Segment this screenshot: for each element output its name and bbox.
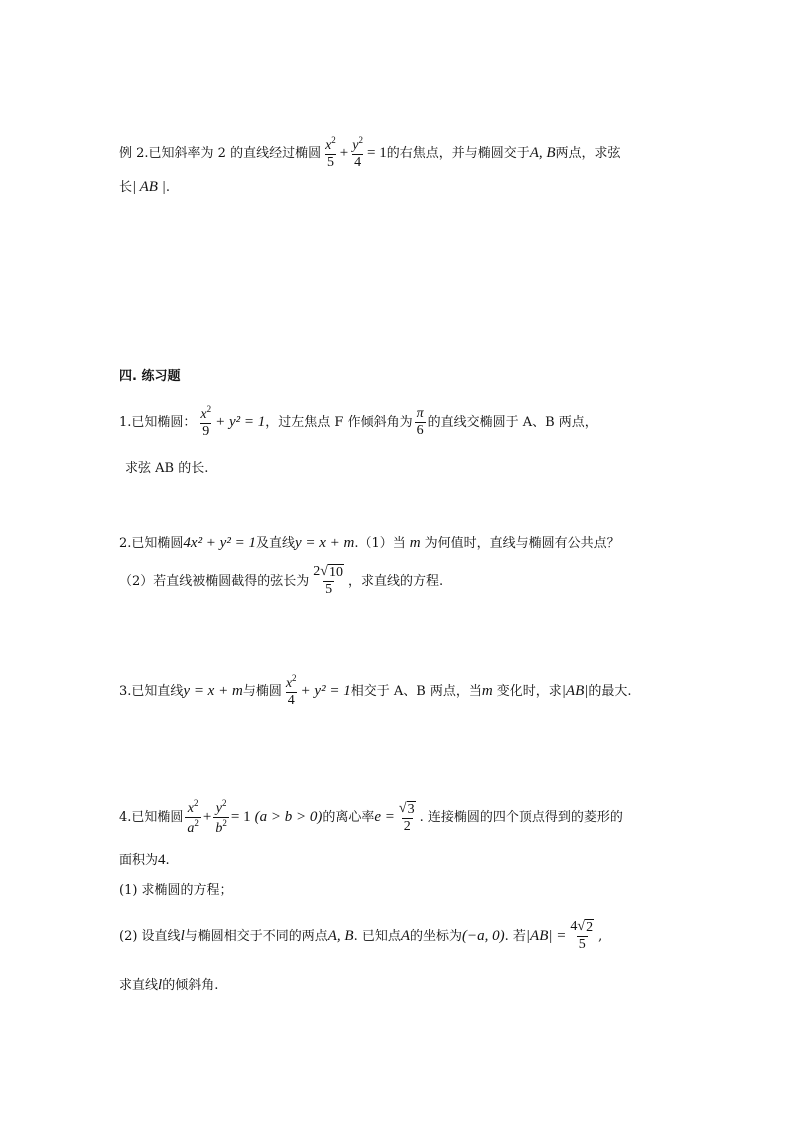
text: 2.已知椭圆 [119,536,184,551]
text: (2) 设直线 [119,928,181,944]
text: 变化时，求 [496,683,562,699]
problem4-line1: 4.已知椭圆 $\frac{x^2}{a^2}$ + $\frac{y^2}{b^2}$ = 1 (a > b > 0) 的离心率 e = √ 3 2 . 连接椭圆的四个顶点得到的菱形的 [119,798,623,837]
text: 的倾斜角. [162,978,219,993]
text: . 已知点 [353,928,401,944]
text: 求直线 [119,978,159,993]
text: 长 [119,180,133,195]
text: . [165,180,170,195]
text: 面积为 [119,853,159,868]
problem2-line2 [119,564,443,598]
points-ab: A, B [529,144,556,161]
text: 相交于 A、B 两点，当 [350,683,482,699]
eccentricity-label: e = [374,809,395,826]
section-title-text: 四. 练习题 [119,369,181,384]
text: 的坐标为 [410,928,463,944]
coordinate: (−a, 0) [462,927,505,944]
chord-ab: |AB| [561,682,589,699]
text: ，过左焦点 F 作倾斜角为 [265,414,413,430]
point-a: A [400,927,411,944]
section-title [119,370,180,383]
text: 的离心率 [322,810,375,826]
problem1-line1 [119,404,598,440]
text: (1) 求椭圆的方程； [119,883,233,898]
fraction-4sqrt2-5: 4√ 2 5 [570,919,594,953]
fraction-x2-9: $\frac{x^2}{9}$ [200,404,212,440]
fraction-sqrt3-2: √ 3 2 [398,800,415,834]
text: 1.已知椭圆： [119,414,197,430]
condition: (a > b > 0) [254,809,323,826]
points-ab: A, B [327,927,354,944]
problem4-sub2 [119,919,602,953]
text: 及直线 [255,536,295,551]
equation: = 1 [230,809,251,826]
text: . [165,853,170,868]
variable-m: m [481,682,493,699]
problem4-line2 [119,853,170,868]
text: 例 2.已知斜率为 2 的直线经过椭圆 [119,145,322,161]
variable-l: l [180,927,185,944]
example2-line2 [119,180,170,195]
text: 与椭圆 [242,683,282,699]
fraction-y2-b2: $\frac{y^2}{b^2}$ [215,798,227,837]
text: 3.已知直线 [119,683,184,699]
text: 的直线交椭圆于 A、B 两点， [427,414,598,430]
text: . 若 [504,928,526,944]
chord-ab: |AB| = [525,927,567,944]
text: , [598,928,603,944]
fraction-x2-5: $\frac{x^2}{5}$ [325,135,336,171]
equation: y = x + m [183,682,243,699]
equation: = 1 [366,144,387,161]
fraction-pi-6: $\frac{\pi}{6}$ [416,405,424,438]
text: 为何值时，直线与椭圆有公共点？ [424,536,620,551]
text: 求弦 AB 的长. [125,461,209,476]
text: 的右焦点，并与椭圆交于 [386,145,530,161]
problem4-sub3 [119,978,218,993]
area-value: 4 [158,852,166,868]
text: 的最大. [588,683,632,699]
equation: + y² = 1 [215,413,266,430]
text: . 连接椭圆的四个顶点得到的菱形的 [419,810,623,826]
fraction-y2-4: $\frac{y^2}{4}$ [352,135,363,171]
fraction-x2-a2: $\frac{x^2}{a^2}$ [187,798,199,837]
problem2-line1 [119,536,620,551]
text: 与椭圆相交于不同的两点 [184,928,328,944]
text: 两点，求弦 [555,145,621,161]
text: .（1）当 [354,536,406,551]
fraction-2sqrt10-5: 2√ 10 5 [313,564,343,598]
problem3-line1 [119,673,632,709]
chord-ab: | AB | [132,179,166,195]
equation: 4x² + y² = 1 [183,535,256,551]
equation: + y² = 1 [300,682,351,699]
variable-m: m [409,535,421,551]
problem1-line2 [125,462,208,475]
text: 4.已知椭圆 [119,810,184,826]
text: （2）若直线被椭圆截得的弦长为 [119,573,310,589]
example2-line1: 例 2.已知斜率为 2 的直线经过椭圆 $\frac{x^2}{5}$ + $\frac{y^2}{4}$ = 1 的右焦点，并与椭圆交于 A, B 两点，求弦 [119,135,621,171]
fraction-x2-4: $\frac{x^2}{4}$ [285,673,297,709]
variable-l: l [158,977,163,993]
equation: y = x + m [294,535,355,551]
text: ，求直线的方程. [347,573,444,589]
problem4-sub1 [119,884,233,897]
